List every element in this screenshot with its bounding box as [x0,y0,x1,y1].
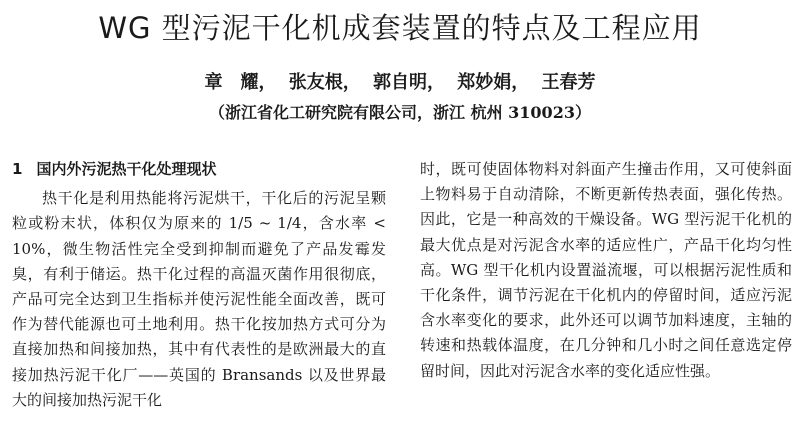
body-paragraph-continued: 时，既可使固体物料对斜面产生撞击作用，又可使斜面上物料易于自动清除，不断更新传热表面，强化传热。因此，它是一种高效的干燥设备。WG 型污泥干化机的最大优点是对污泥含水率的适应性广，产品干化均匀性高。WG 型干化机内设置溢流堰，可以根据污泥性质和干化条件，调节污泥在干化机内的停留时间，适应污泥含水率变化的要求，此外还可以调节加料速度，主轴的转速和热载体温度，在几分钟和几小时之间任意选定停留时间，因此对污泥含水率的变化适应性强。 [420,160,792,380]
right-column [420,157,792,384]
left-column [12,157,386,413]
author-list: 章 耀， 张友根， 郭自明， 郑妙娟， 王春芳 [204,72,596,93]
paper-title: WG 型污泥干化机成套装置的特点及工程应用 [98,11,702,45]
body-paragraph: 热干化是利用热能将污泥烘干，干化后的污泥呈颗粒或粉末状，体积仅为原来的 1/5 ~ 1/4，含水率 < 10%，微生物活性完全受到抑制而避免了产品发霉发臭，有利于储运。热干化过程的高温灭菌作用很彻底，产品可完全达到卫生指标并使污泥性能全面改善，既可作为替代能源也可土地利用。热干化按加热方式可分为直接加热和间接加热，其中有代表性的是欧洲最大的直接加热污泥干化厂——英国的 Bransands 以及世界最大的间接加热污泥干化 [12,189,386,409]
section-number: 1 [12,160,23,178]
section-title: 国内外污泥热干化处理现状 [36,160,217,178]
affiliation: （浙江省化工研究院有限公司，浙江 杭州 310023） [209,103,591,122]
section-heading [12,157,386,182]
